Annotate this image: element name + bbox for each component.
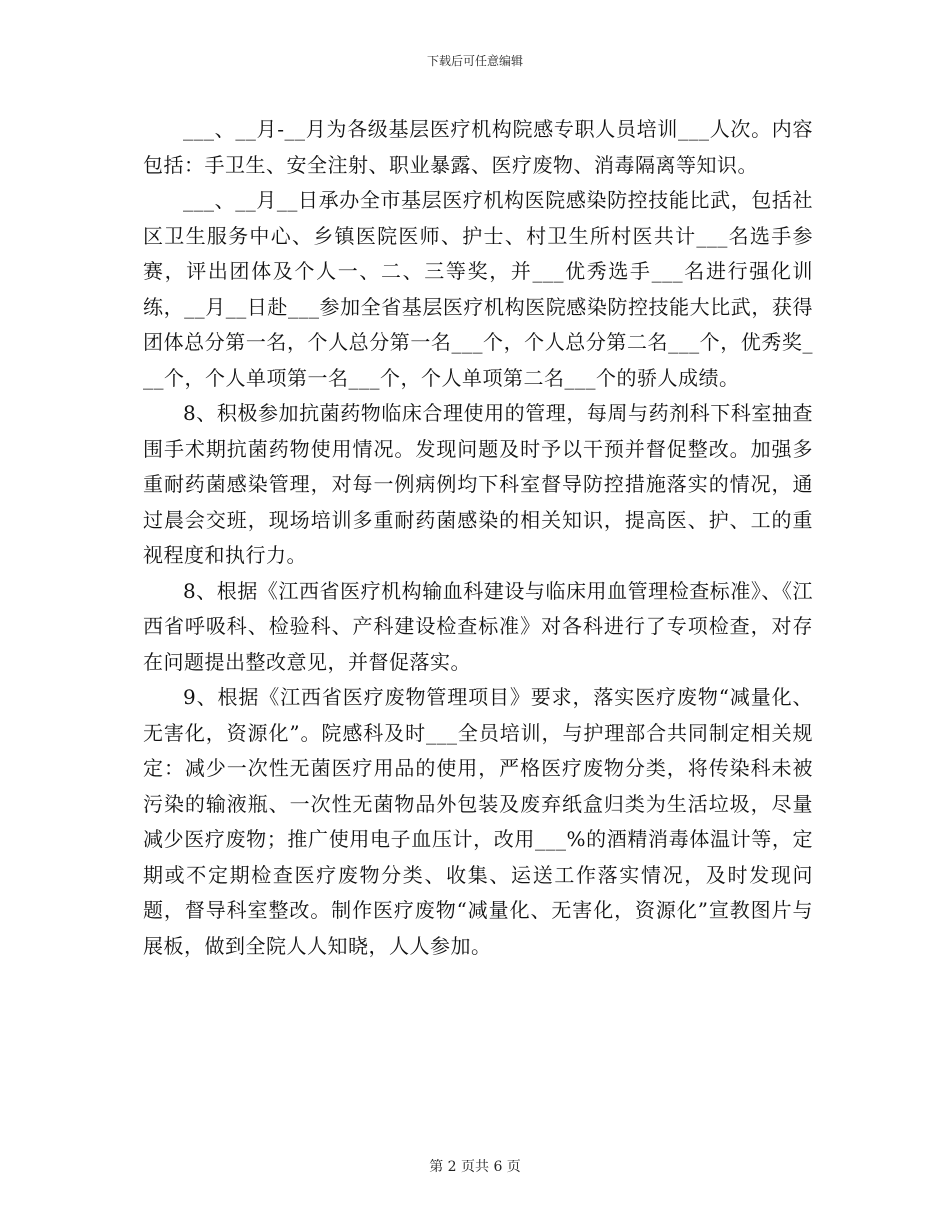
paragraph-skills-competition: ___、__月__日承办全市基层医疗机构医院感染防控技能比武，包括社区卫生服务中心、乡镇医院医师、护士、村卫生所村医共计___名选手参赛，评出团体及个人一、二、三等奖，并___优秀选手___名进行强化训练，__月__日赴___参加全省基层医疗机构医院感染防控技能大比武，获得团体总分第一名，个人总分第一名___个，个人总分第二名___个，优秀奖___个，个人单项第一名___个，个人单项第二名___个的骄人成绩。 [143,188,813,390]
paragraph-training: ___、__月-__月为各级基层医疗机构院感专职人员培训___人次。内容包括：手卫生、安全注射、职业暴露、医疗废物、消毒隔离等知识。 [143,117,813,177]
page-number: 第 2 页共 6 页 [429,1159,521,1175]
page-header-note: 下载后可任意编辑 [426,54,523,68]
paragraph-antibiotics-management: 8、积极参加抗菌药物临床合理使用的管理，每周与药剂科下科室抽查围手术期抗菌药物使用情况。发现问题及时予以干预并督促整改。加强多重耐药菌感染管理，对每一例病例均下科室督导防控措施落实的情况，通过晨会交班，现场培训多重耐药菌感染的相关知识，提高医、护、工的重视程度和执行力。 [143,401,813,567]
paragraph-medical-waste: 9、根据《江西省医疗废物管理项目》要求，落实医疗废物“减量化、无害化，资源化”。院感科及时___全员培训，与护理部合共同制定相关规定：减少一次性无菌医疗用品的使用，严格医疗废物分类，将传染科未被污染的输液瓶、一次性无菌物品外包装及废弃纸盒归类为生活垃圾，尽量减少医疗废物；推广使用电子血压计，改用___%的酒精消毒体温计等，定期或不定期检查医疗废物分类、收集、运送工作落实情况，及时发现问题，督导科室整改。制作医疗废物“减量化、无害化，资源化”宣教图片与展板，做到全院人人知晓，人人参加。 [143,685,813,958]
document-body [143,112,813,964]
paragraph-inspection: 8、根据《江西省医疗机构输血科建设与临床用血管理检查标准》、《江西省呼吸科、检验科、产科建设检查标准》对各科进行了专项检查，对存在问题提出整改意见，并督促落实。 [143,578,813,674]
